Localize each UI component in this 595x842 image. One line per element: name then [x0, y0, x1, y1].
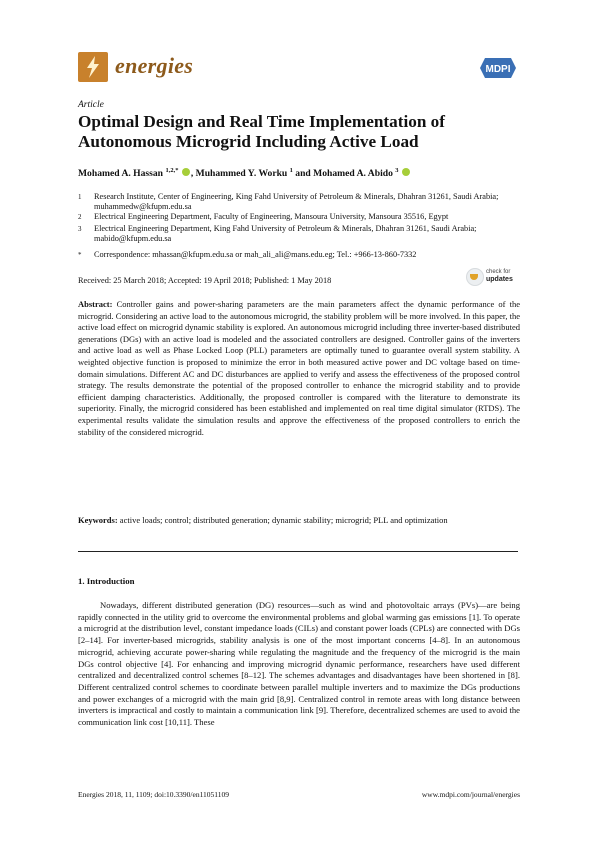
keywords-text: active loads; control; distributed generation; dynamic stability; microgrid; PLL and optimization: [119, 515, 448, 525]
author-affiliation-marker: 1,2,*: [165, 167, 179, 174]
affiliation-number: 2: [78, 213, 82, 221]
affiliation-text: Electrical Engineering Department, Faculty of Engineering, Mansoura University, Mansoura 35516, Egypt: [94, 212, 449, 221]
author-affiliation-marker: 1: [289, 167, 293, 174]
check-updates-icon: [466, 268, 484, 286]
journal-logo-icon: [78, 52, 108, 82]
affiliation-text: Research Institute, Center of Engineering, King Fahd University of Petroleum & Minerals, Dhahran 31261, Saudi Arabia; muhammedw@kfupm.edu.sa: [94, 192, 499, 212]
footer-journal-url[interactable]: www.mdpi.com/journal/energies: [421, 790, 520, 799]
check-updates-button[interactable]: [466, 266, 522, 288]
abstract: [78, 299, 520, 438]
orcid-icon[interactable]: [182, 168, 190, 176]
check-updates-line2: updates: [486, 276, 513, 283]
keywords-label: Keywords:: [78, 515, 118, 525]
author-affiliation-marker: 3: [395, 167, 399, 174]
orcid-icon[interactable]: [402, 168, 410, 176]
author-separator: ,: [190, 168, 196, 180]
divider: [78, 551, 518, 552]
article-type: Article: [78, 100, 104, 110]
section-heading: 1. Introduction: [78, 576, 135, 586]
keywords: [78, 515, 520, 527]
author-name[interactable]: Muhammed Y. Worku: [195, 168, 288, 180]
introduction-paragraph: Nowadays, different distributed generation (DG) resources—such as wind and photovoltaic arrays (PVs)—are being rapidly connected in the utility grid to overcome the environmental problems and global warming gas emissions [1]. To operate a microgrid at the distribution level, constant impedance loads (CILs) and constant power loads (CPLs) are connected with DGs [2–14]. For inverter-based microgrids, stability analysis is one of the most important concerns [4–8]. In an autonomous microgrid, achieving accurate power-sharing while regulating the magnitude and the frequency of the microgrid is the main DGs control objective [4]. For enhancing and improving microgrid dynamic performance, researchers have used different centralized and decentralized control schemes [8–12]. The schemes advantages and disadvantages have been shortened in [8]. Different centralized control schemes to coordinate between parallel multiple inverters and to maximize the DGs productions and power exchanges of a microgrid with the main grid [8,9]. Centralized control in remote areas with long distance between inverters is impractical and costly to maintain a communication link [9]. Therefore, decentralized schemes are used to avoid the communication link cost [10,11]. These: [78, 600, 520, 728]
article-title: Optimal Design and Real Time Implementation of Autonomous Microgrid Including Active Load: [78, 112, 445, 151]
correspondence-text[interactable]: Correspondence: mhassan@kfupm.edu.sa or mah_ali_ali@mans.edu.eg; Tel.: +966-13-860-7332: [94, 250, 417, 259]
footer-citation: Energies 2018, 11, 1109; doi:10.3390/en11051109: [78, 790, 230, 799]
author-separator: and: [292, 168, 314, 180]
author-name[interactable]: Mohamed A. Hassan: [78, 168, 164, 180]
journal-name: energies: [115, 53, 194, 78]
affiliation-number: 3: [78, 225, 82, 233]
abstract-label: Abstract:: [78, 299, 113, 309]
affiliation-number: 1: [78, 193, 82, 201]
publication-dates: Received: 25 March 2018; Accepted: 19 April 2018; Published: 1 May 2018: [78, 276, 332, 285]
mdpi-logo-icon: [479, 56, 517, 80]
correspondence-marker: *: [78, 251, 82, 259]
check-updates-line1: check for: [486, 269, 511, 275]
affiliation-text: Electrical Engineering Department, King Fahd University of Petroleum & Minerals, Dhahran 31261, Saudi Arabia; mabido@kfupm.edu.sa: [94, 224, 477, 244]
author-list: [78, 167, 518, 179]
author-name[interactable]: Mohamed A. Abido: [313, 168, 393, 180]
abstract-text: Controller gains and power-sharing parameters are the main parameters affect the dynamic performance of the microgrid. Considering an active load to the autonomous microgrid, the stability problem will be more involved. In this paper, the active load effect on microgrid dynamic stability is explored. An autonomous microgrid including three inverter-based distributed generations (DGs) with an active load is modeled and the associated controllers are designed. Controller gains of the inverters and active load as well as Phase Locked Loop (PLL) parameters are optimally tuned to guarantee overall system stability. A weighted objective function is proposed to minimize the error in both measured active power and DC voltage based on time-domain simulations. Different AC and DC disturbances are applied to verify and assess the effectiveness of the proposed control strategy. The results demonstrate the potential of the proposed controller to enhance the microgrid stability and to provide efficient damping characteristics. Additionally, the proposed controller is compared with the literature to demonstrate its superiority. Finally, the microgrid considered has been established and implemented on real time digital simulator (RTDS). The experimental results validate the simulation results and approve the effectiveness of the proposed controllers to enrich the stability of the considered microgrid.: [78, 299, 520, 437]
mdpi-logo-text: MDPI: [485, 64, 511, 75]
